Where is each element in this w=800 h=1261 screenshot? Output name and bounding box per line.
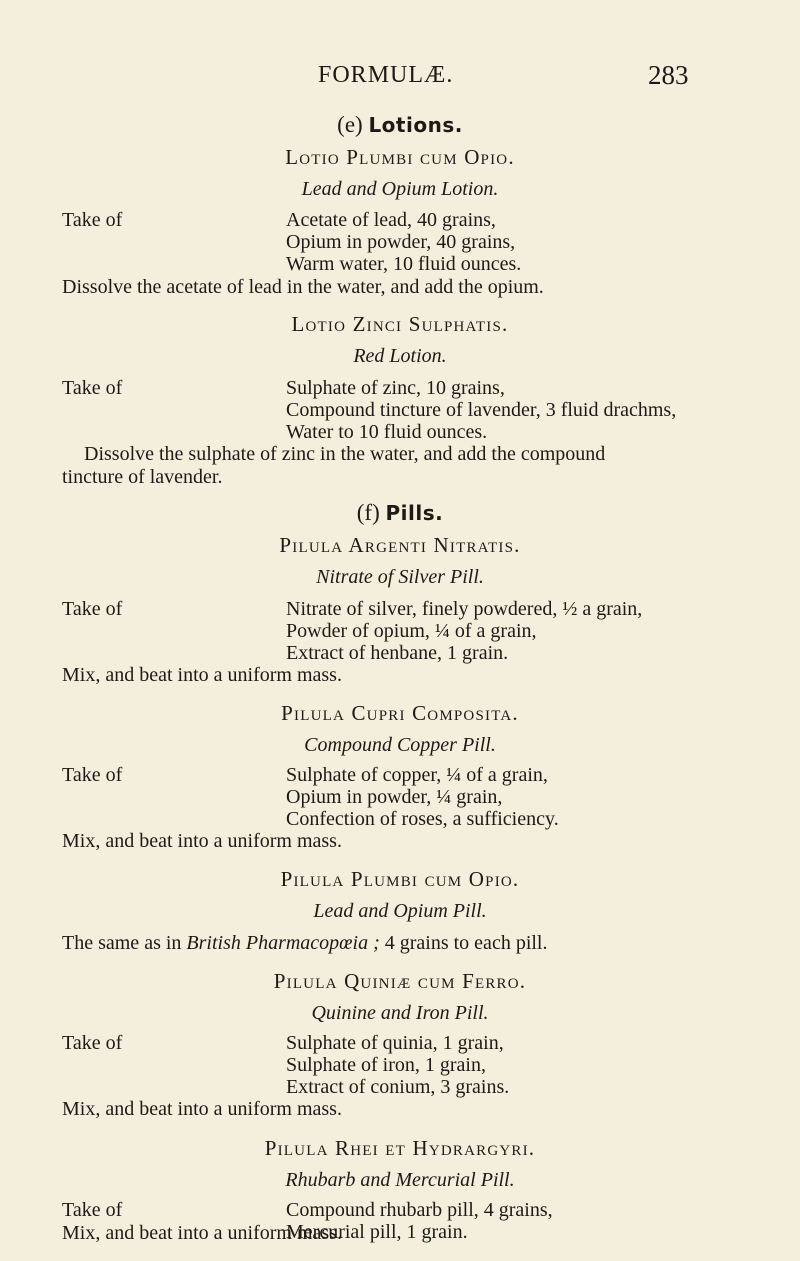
ingredient-list	[286, 764, 559, 830]
ingredient: Compound tincture of lavender, 3 fluid drachms,	[286, 399, 677, 421]
formula-subtitle: Lead and Opium Lotion.	[301, 178, 499, 200]
ingredient: Sulphate of copper, ¼ of a grain,	[286, 764, 548, 786]
formula-direction: Mix, and beat into a uniform mass.	[62, 1098, 342, 1120]
take-of-label: Take of	[62, 1032, 123, 1054]
formula-subtitle: Quinine and Iron Pill.	[311, 1002, 489, 1024]
section-letter: (f)	[356, 500, 380, 525]
formula-subtitle: Nitrate of Silver Pill.	[316, 566, 484, 588]
ingredient: Mercurial pill, 1 grain.	[286, 1221, 468, 1243]
ingredient: Sulphate of zinc, 10 grains,	[286, 377, 505, 399]
ingredient: Opium in powder, 40 grains,	[286, 231, 516, 253]
formula-title: Lotio Zinci Sulphatis.	[291, 312, 509, 336]
section-heading-pills	[0, 500, 800, 526]
ingredient-list	[286, 209, 521, 275]
formula-title: Pilula Plumbi cum Opio.	[280, 867, 520, 891]
ingredient: Powder of opium, ¼ of a grain,	[286, 620, 537, 642]
ingredient: Acetate of lead, 40 grains,	[286, 209, 496, 231]
formula-direction-line: Dissolve the sulphate of zinc in the water, and add the compound	[84, 443, 606, 465]
page-number: 283	[648, 60, 689, 90]
formula-subtitle: Red Lotion.	[353, 345, 447, 367]
formula-direction	[62, 932, 547, 955]
formula-title: Lotio Plumbi cum Opio.	[285, 145, 515, 169]
formula-title: Pilula Rhei et Hydrargyri.	[264, 1136, 536, 1160]
formula-direction: Mix, and beat into a uniform mass.	[62, 664, 342, 686]
book-reference: British Pharmacopœia ;	[186, 932, 380, 954]
ingredient-list	[286, 1032, 509, 1098]
formula-title: Pilula Quiniæ cum Ferro.	[273, 969, 527, 993]
direction-text: 4 grains to each pill.	[379, 932, 548, 954]
section-title: Lotions.	[368, 113, 463, 137]
ingredient: Warm water, 10 fluid ounces.	[286, 253, 522, 275]
section-heading-lotions	[0, 112, 800, 138]
take-of-label: Take of	[62, 209, 123, 231]
formula-direction: Mix, and beat into a uniform mass.	[62, 1222, 342, 1244]
formula-subtitle: Compound Copper Pill.	[304, 734, 496, 756]
take-of-label: Take of	[62, 764, 123, 786]
formula-subtitle: Rhubarb and Mercurial Pill.	[285, 1169, 515, 1191]
ingredient: Water to 10 fluid ounces.	[286, 421, 488, 443]
ingredient: Sulphate of quinia, 1 grain,	[286, 1032, 504, 1054]
ingredient: Nitrate of silver, finely powdered, ½ a grain,	[286, 598, 643, 620]
take-of-label: Take of	[62, 1199, 123, 1221]
ingredient-list	[286, 598, 642, 664]
section-title: Pills.	[385, 501, 444, 525]
formula-direction: Mix, and beat into a uniform mass.	[62, 830, 342, 852]
formula-direction: Dissolve the acetate of lead in the water, and add the opium.	[62, 276, 544, 298]
take-of-label: Take of	[62, 377, 123, 399]
formula-direction-line: tincture of lavender.	[62, 466, 223, 488]
formula-title: Pilula Argenti Nitratis.	[279, 533, 521, 557]
formula-subtitle: Lead and Opium Pill.	[313, 900, 487, 922]
ingredient: Confection of roses, a sufficiency.	[286, 808, 559, 830]
running-head: FORMULÆ.	[318, 62, 454, 88]
ingredient: Opium in powder, ¼ grain,	[286, 786, 503, 808]
section-letter: (e)	[337, 112, 363, 137]
ingredient: Extract of henbane, 1 grain.	[286, 642, 509, 664]
ingredient-list	[286, 377, 676, 443]
page-header	[0, 60, 800, 100]
ingredient: Extract of conium, 3 grains.	[286, 1076, 510, 1098]
ingredient: Sulphate of iron, 1 grain,	[286, 1054, 486, 1076]
direction-text: The same as in	[62, 932, 187, 954]
ingredient: Compound rhubarb pill, 4 grains,	[286, 1199, 553, 1221]
take-of-label: Take of	[62, 598, 123, 620]
formula-title: Pilula Cupri Composita.	[281, 701, 519, 725]
